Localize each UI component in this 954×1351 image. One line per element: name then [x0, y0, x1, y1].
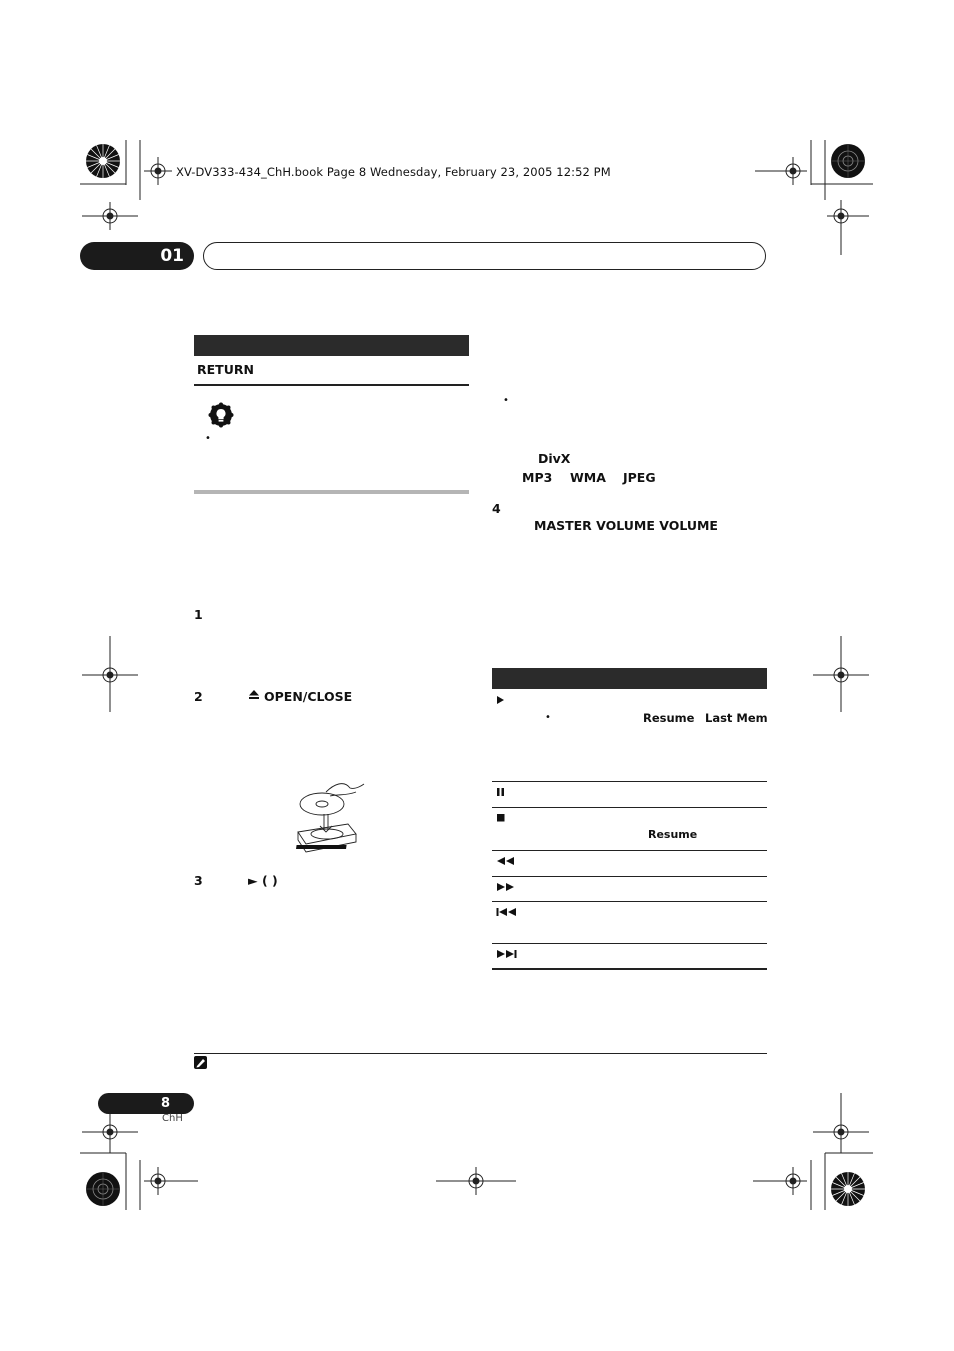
note-icon	[194, 1056, 207, 1069]
tip-bullet: •	[205, 433, 211, 444]
rewind-icon	[496, 856, 516, 866]
table-header-bar	[194, 335, 469, 356]
language-code: ChH	[162, 1113, 183, 1124]
step-2-number: 2	[194, 689, 203, 704]
pause-icon	[496, 787, 506, 797]
table-row-divider	[492, 807, 767, 808]
previous-track-icon	[496, 907, 518, 917]
footnote-rule	[194, 1053, 767, 1054]
stop-resume-label: Resume	[648, 828, 698, 841]
controls-table-bottom-rule	[492, 968, 767, 970]
table-bottom-rule	[194, 384, 469, 386]
play-key: ► ( )	[248, 873, 278, 888]
eject-icon	[249, 690, 259, 700]
step-3-number: 3	[194, 873, 203, 888]
step-1-number: 1	[194, 607, 203, 622]
format-wma: WMA	[570, 470, 606, 485]
chapter-number: 01	[80, 242, 194, 270]
controls-table-header	[492, 668, 767, 689]
fast-forward-icon	[496, 882, 516, 892]
table-row-divider	[492, 781, 767, 782]
play-icon	[496, 695, 506, 705]
table-row-divider	[492, 901, 767, 902]
return-label: RETURN	[197, 362, 254, 377]
page-number: 8	[98, 1093, 194, 1114]
table-row-divider	[492, 850, 767, 851]
disc-loading-illustration	[286, 778, 366, 858]
table-row-divider	[492, 943, 767, 944]
resume-label: Resume	[643, 711, 695, 725]
open-close-key: OPEN/CLOSE	[264, 689, 353, 704]
step-4-number: 4	[492, 501, 501, 516]
chapter-title-bar	[203, 242, 766, 270]
format-mp3: MP3	[522, 470, 553, 485]
file-info-header: XV-DV333-434_ChH.book Page 8 Wednesday, February 23, 2005 12:52 PM	[176, 165, 611, 179]
tip-lightbulb-icon	[209, 403, 233, 427]
next-track-icon	[496, 949, 518, 959]
volume-keys: MASTER VOLUME VOLUME	[534, 518, 718, 533]
stop-icon	[496, 813, 506, 823]
last-mem-label: Last Mem	[705, 711, 768, 725]
table-row-divider	[492, 876, 767, 877]
format-divx: DivX	[538, 451, 571, 466]
right-bullet: •	[503, 395, 509, 406]
format-jpeg: JPEG	[623, 470, 656, 485]
section-divider	[194, 490, 469, 494]
play-row-bullet: •	[545, 712, 551, 723]
